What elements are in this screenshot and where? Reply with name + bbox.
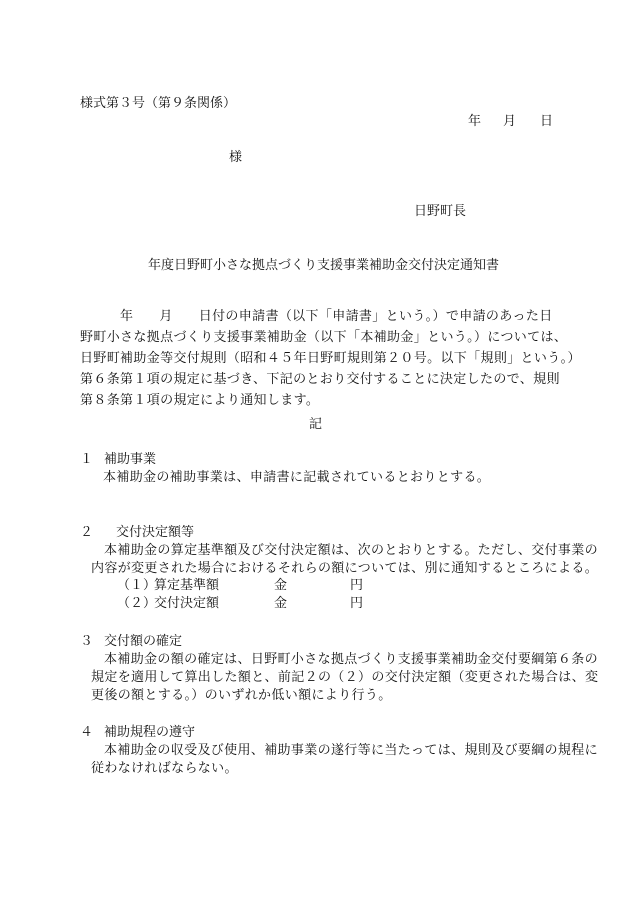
section-2-line-2: 内容が変更された場合におけるそれらの額については、別に通知するところによる。	[91, 561, 599, 576]
item-2-kin: 金	[274, 596, 288, 611]
addressee-suffix: 様	[229, 150, 243, 165]
issuer-name: 日野町長	[414, 204, 467, 219]
intro-paragraph	[80, 306, 581, 411]
section-1-heading: 補助事業	[104, 452, 157, 467]
section-3-line-1: 本補助金の額の確定は、日野町小さな拠点づくり支援事業補助金交付要綱第６条の	[104, 652, 598, 667]
item-1-label: 算定基準額	[154, 578, 220, 593]
intro-line-5: 第８条第１項の規定により通知します。	[80, 393, 320, 408]
intro-line-4: 第６条第１項の規定に基づき、下記のとおり交付することに決定したので、規則	[80, 372, 560, 387]
document-title: 年度日野町小さな拠点づくり支援事業補助金交付決定通知書	[148, 258, 500, 273]
section-2-heading: 交付決定額等	[116, 525, 195, 540]
section-3-num: ３	[80, 634, 94, 649]
intro-line-1: 年 月 日付の申請書（以下「申請書」という。）で申請のあった日	[120, 309, 553, 324]
intro-line-3: 日野町補助金等交付規則（昭和４５年日野町規則第２０号。以下「規則」という。）	[80, 351, 581, 366]
date-day: 日	[540, 114, 554, 129]
section-4-num: ４	[80, 725, 94, 740]
form-number: 様式第３号（第９条関係）	[80, 96, 237, 111]
section-4-line-1: 本補助金の収受及び使用、補助事業の遂行等に当たっては、規則及び要綱の規程に	[104, 743, 598, 758]
intro-year: 年	[120, 309, 134, 324]
section-1-text: 本補助金の補助事業は、申請書に記載されているとおりとする。	[103, 470, 491, 485]
section-2-line-1: 本補助金の算定基準額及び交付決定額は、次のとおりとする。ただし、交付事業の	[104, 543, 598, 558]
section-1-num: １	[80, 452, 94, 467]
section-3-heading: 交付額の確定	[104, 634, 183, 649]
section-4-heading: 補助規程の遵守	[104, 725, 196, 740]
date-year: 年	[468, 114, 482, 129]
section-4-line-2: 従わなければならない。	[91, 761, 238, 776]
intro-month: 月	[159, 309, 173, 324]
ki-marker: 記	[309, 417, 323, 432]
section-2-num: ２	[80, 525, 94, 540]
item-1-num: （１）	[117, 578, 157, 593]
item-2-num: （２）	[117, 596, 157, 611]
item-2-yen: 円	[350, 596, 364, 611]
date-month: 月	[503, 114, 517, 129]
item-1-kin: 金	[274, 578, 288, 593]
intro-line-2: 野町小さな拠点づくり支援事業補助金（以下「本補助金」という。）については、	[80, 330, 568, 345]
item-1-yen: 円	[350, 578, 364, 593]
section-3-line-3: 更後の額とする。）のいずれか低い額により行う。	[91, 688, 392, 703]
item-2-label: 交付決定額	[154, 596, 220, 611]
section-3-line-2: 規定を適用して算出した額と、前記２の（２）の交付決定額（変更された場合は、変	[91, 670, 599, 685]
